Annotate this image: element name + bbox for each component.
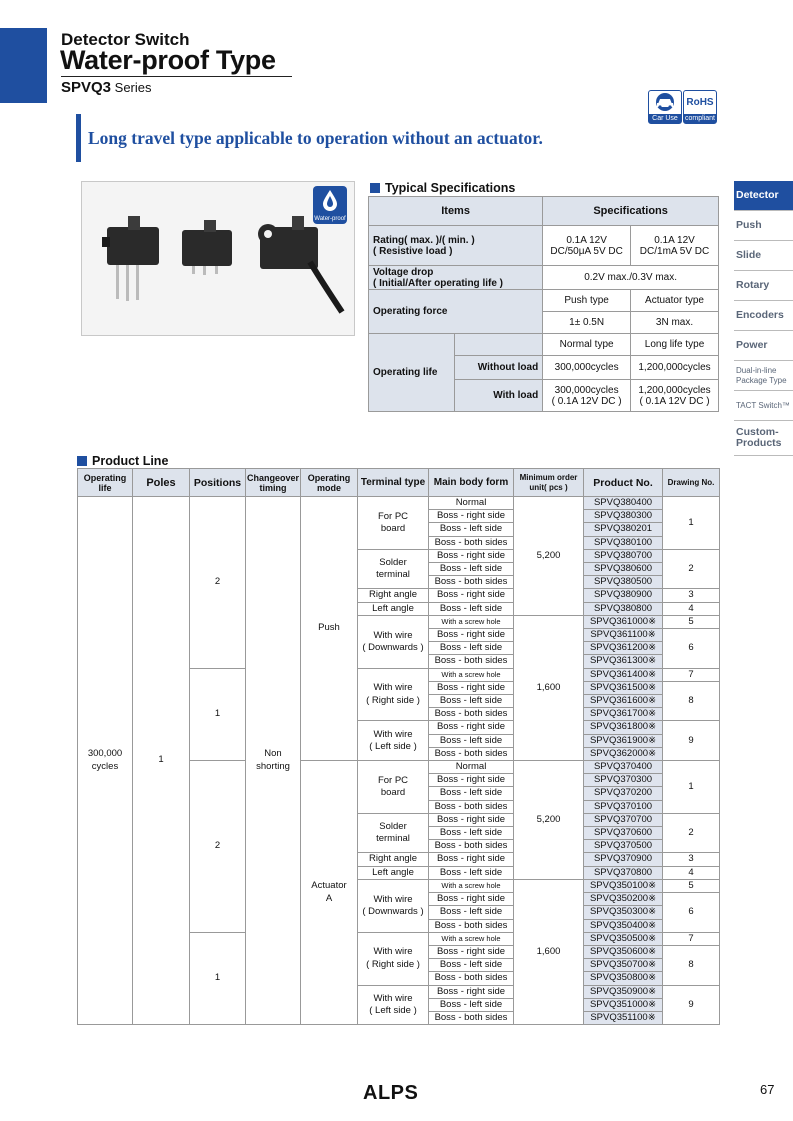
drawing-cell: 8	[663, 681, 720, 721]
product-no-cell: SPVQ370600	[584, 827, 663, 840]
drawing-cell: 9	[663, 721, 720, 761]
sidebar-item-detector[interactable]: Detector	[734, 181, 793, 211]
drawing-cell: 6	[663, 629, 720, 669]
moq-cell: 5,200	[514, 761, 584, 880]
positions-cell-2: 1	[190, 668, 246, 760]
tagline: Long travel type applicable to operation without an actuator.	[88, 128, 543, 148]
spec-rating-a: 0.1A 12V DC/50μA 5V DC	[543, 226, 631, 266]
mode-push-cell: Push	[301, 497, 358, 761]
sidebar-item-tact[interactable]: TACT Switch™	[734, 391, 793, 421]
body-form-cell: With a screw hole	[429, 879, 514, 892]
product-no-cell: SPVQ380500	[584, 576, 663, 589]
terminal-wire-right-cell: With wire ( Right side )	[358, 668, 429, 721]
poles-cell: 1	[133, 497, 190, 1025]
body-form-cell: Normal	[429, 497, 514, 510]
table-row	[78, 497, 720, 510]
alps-logo: ALPS	[363, 1082, 419, 1104]
drawing-cell: 1	[663, 761, 720, 814]
spec-life-label: Operating life	[369, 334, 455, 412]
category-sidebar	[734, 181, 793, 456]
body-form-cell: Boss - left side	[429, 734, 514, 747]
product-no-cell: SPVQ380201	[584, 523, 663, 536]
spec-section-title: Typical Specifications	[370, 181, 515, 195]
terminal-wire-down-cell: With wire ( Downwards )	[358, 615, 429, 668]
drawing-cell: 2	[663, 813, 720, 853]
body-form-cell: Boss - left side	[429, 695, 514, 708]
product-no-cell: SPVQ380600	[584, 563, 663, 576]
body-form-cell: Boss - both sides	[429, 840, 514, 853]
spec-header-specs: Specifications	[543, 197, 719, 226]
col-body-form: Main body form	[429, 469, 514, 497]
sidebar-item-encoders[interactable]: Encoders	[734, 301, 793, 331]
drawing-cell: 7	[663, 932, 720, 945]
spec-without-long: 1,200,000cycles	[631, 356, 719, 380]
spec-table	[368, 196, 719, 412]
spec-with-normal: 300,000cycles ( 0.1A 12V DC )	[543, 380, 631, 412]
col-op-life: Operating life	[78, 469, 133, 497]
moq-cell: 1,600	[514, 879, 584, 1024]
body-form-cell: Boss - both sides	[429, 747, 514, 760]
product-no-cell: SPVQ350600※	[584, 945, 663, 958]
product-no-cell: SPVQ350100※	[584, 879, 663, 892]
header-accent-bar	[0, 28, 47, 103]
col-moq: Minimum order unit( pcs )	[514, 469, 584, 497]
product-no-cell: SPVQ361800※	[584, 721, 663, 734]
product-no-cell: SPVQ361600※	[584, 695, 663, 708]
col-product-no: Product No.	[584, 469, 663, 497]
spec-without-normal: 300,000cycles	[543, 356, 631, 380]
terminal-solder-cell: Solder terminal	[358, 549, 429, 589]
body-form-cell: Boss - right side	[429, 853, 514, 866]
terminal-wire-down-cell: With wire ( Downwards )	[358, 879, 429, 932]
drawing-cell: 6	[663, 893, 720, 933]
sidebar-item-dip[interactable]: Dual-in-line Package Type	[734, 361, 793, 391]
compliance-badges	[648, 90, 716, 122]
body-form-cell: Boss - both sides	[429, 655, 514, 668]
product-no-cell: SPVQ350200※	[584, 893, 663, 906]
body-form-cell: Boss - both sides	[429, 972, 514, 985]
product-no-cell: SPVQ361300※	[584, 655, 663, 668]
product-section-title: Product Line	[77, 454, 168, 468]
changeover-cell: Non shorting	[246, 497, 301, 1025]
product-table	[77, 468, 720, 1025]
body-form-cell: Boss - left side	[429, 866, 514, 879]
drawing-cell: 4	[663, 866, 720, 879]
product-no-cell: SPVQ361200※	[584, 642, 663, 655]
product-no-cell: SPVQ370800	[584, 866, 663, 879]
body-form-cell: Boss - both sides	[429, 536, 514, 549]
water-proof-badge: Water-proof	[313, 186, 347, 224]
terminal-right-angle-cell: Right angle	[358, 589, 429, 602]
moq-cell: 5,200	[514, 497, 584, 616]
mode-actuator-cell: Actuator A	[301, 761, 358, 1025]
terminal-pc-cell: For PC board	[358, 497, 429, 550]
body-form-cell: Boss - right side	[429, 681, 514, 694]
col-changeover: Changeover timing	[246, 469, 301, 497]
body-form-cell: Normal	[429, 761, 514, 774]
spec-life-normal: Normal type	[543, 334, 631, 356]
op-life-cell: 300,000 cycles	[78, 497, 133, 1025]
body-form-cell: Boss - left side	[429, 642, 514, 655]
body-form-cell: Boss - left side	[429, 998, 514, 1011]
spec-force-push-value: 1± 0.5N	[543, 312, 631, 334]
product-no-cell: SPVQ351100※	[584, 1011, 663, 1024]
body-form-cell: Boss - both sides	[429, 919, 514, 932]
spec-with-long: 1,200,000cycles ( 0.1A 12V DC )	[631, 380, 719, 412]
product-no-cell: SPVQ380100	[584, 536, 663, 549]
spec-force-push: Push type	[543, 290, 631, 312]
body-form-cell: Boss - both sides	[429, 576, 514, 589]
body-form-cell: Boss - right side	[429, 629, 514, 642]
body-form-cell: Boss - left side	[429, 906, 514, 919]
product-no-cell: SPVQ350900※	[584, 985, 663, 998]
terminal-pc-cell: For PC board	[358, 761, 429, 814]
body-form-cell: Boss - right side	[429, 510, 514, 523]
col-positions: Positions	[190, 469, 246, 497]
sidebar-item-custom[interactable]: Custom-Products	[734, 421, 793, 456]
positions-cell-1: 2	[190, 497, 246, 669]
body-form-cell: Boss - left side	[429, 787, 514, 800]
product-no-cell: SPVQ361900※	[584, 734, 663, 747]
body-form-cell: With a screw hole	[429, 932, 514, 945]
drawing-cell: 9	[663, 985, 720, 1025]
page-number: 67	[760, 1082, 775, 1097]
terminal-left-angle-cell: Left angle	[358, 866, 429, 879]
sidebar-item-rotary[interactable]: Rotary	[734, 271, 793, 301]
body-form-cell: Boss - right side	[429, 945, 514, 958]
title-underline	[61, 76, 292, 77]
spec-rating-label: Rating( max. )/( min. ) ( Resistive load )	[369, 226, 543, 266]
product-no-cell: SPVQ380700	[584, 549, 663, 562]
terminal-left-angle-cell: Left angle	[358, 602, 429, 615]
body-form-cell: Boss - right side	[429, 721, 514, 734]
spec-voltage-label: Voltage drop ( Initial/After operating life )	[369, 266, 543, 290]
terminal-wire-left-cell: With wire ( Left side )	[358, 985, 429, 1025]
product-no-cell: SPVQ370100	[584, 800, 663, 813]
car-use-badge: Car Use	[648, 90, 682, 124]
product-no-cell: SPVQ361500※	[584, 681, 663, 694]
body-form-cell: With a screw hole	[429, 668, 514, 681]
header-subtitle: Detector Switch	[61, 30, 190, 49]
terminal-solder-cell: Solder terminal	[358, 813, 429, 853]
car-icon	[649, 91, 681, 113]
series-name: SPVQ3 Series	[61, 79, 152, 96]
body-form-cell: Boss - both sides	[429, 1011, 514, 1024]
body-form-cell: Boss - left side	[429, 523, 514, 536]
product-no-cell: SPVQ380900	[584, 589, 663, 602]
product-no-cell: SPVQ361400※	[584, 668, 663, 681]
page-title: Water-proof Type	[60, 45, 276, 75]
sidebar-item-slide[interactable]: Slide	[734, 241, 793, 271]
product-no-cell: SPVQ350700※	[584, 959, 663, 972]
col-terminal: Terminal type	[358, 469, 429, 497]
moq-cell: 1,600	[514, 615, 584, 760]
product-no-cell: SPVQ370200	[584, 787, 663, 800]
drawing-cell: 2	[663, 549, 720, 589]
product-no-cell: SPVQ350400※	[584, 919, 663, 932]
spec-header-items: Items	[369, 197, 543, 226]
col-poles: Poles	[133, 469, 190, 497]
tagline-bar	[76, 114, 81, 162]
product-no-cell: SPVQ350300※	[584, 906, 663, 919]
drawing-cell: 4	[663, 602, 720, 615]
drawing-cell: 5	[663, 879, 720, 892]
product-no-cell: SPVQ370500	[584, 840, 663, 853]
spec-life-long: Long life type	[631, 334, 719, 356]
spec-force-act-value: 3N max.	[631, 312, 719, 334]
body-form-cell: Boss - left side	[429, 602, 514, 615]
spec-rating-b: 0.1A 12V DC/1mA 5V DC	[631, 226, 719, 266]
spec-force-label: Operating force	[369, 290, 543, 334]
positions-cell-4: 1	[190, 932, 246, 1024]
section-square-icon	[77, 456, 87, 466]
section-square-icon	[370, 183, 380, 193]
product-no-cell: SPVQ361700※	[584, 708, 663, 721]
product-no-cell: SPVQ380300	[584, 510, 663, 523]
product-no-cell: SPVQ361100※	[584, 629, 663, 642]
terminal-wire-left-cell: With wire ( Left side )	[358, 721, 429, 761]
body-form-cell: With a screw hole	[429, 615, 514, 628]
body-form-cell: Boss - right side	[429, 774, 514, 787]
product-no-cell: SPVQ370400	[584, 761, 663, 774]
product-no-cell: SPVQ370900	[584, 853, 663, 866]
product-no-cell: SPVQ350800※	[584, 972, 663, 985]
body-form-cell: Boss - right side	[429, 893, 514, 906]
body-form-cell: Boss - left side	[429, 827, 514, 840]
body-form-cell: Boss - right side	[429, 985, 514, 998]
water-drop-icon	[313, 186, 347, 214]
spec-voltage-value: 0.2V max./0.3V max.	[543, 266, 719, 290]
col-drawing-no: Drawing No.	[663, 469, 720, 497]
drawing-cell: 7	[663, 668, 720, 681]
rohs-badge: RoHS compliant	[683, 90, 717, 124]
terminal-wire-right-cell: With wire ( Right side )	[358, 932, 429, 985]
body-form-cell: Boss - right side	[429, 549, 514, 562]
body-form-cell: Boss - both sides	[429, 800, 514, 813]
sidebar-item-push[interactable]: Push	[734, 211, 793, 241]
drawing-cell: 8	[663, 945, 720, 985]
spec-with-load: With load	[454, 380, 543, 412]
body-form-cell: Boss - left side	[429, 563, 514, 576]
product-no-cell: SPVQ362000※	[584, 747, 663, 760]
drawing-cell: 5	[663, 615, 720, 628]
body-form-cell: Boss - right side	[429, 589, 514, 602]
spec-force-act: Actuator type	[631, 290, 719, 312]
product-no-cell: SPVQ351000※	[584, 998, 663, 1011]
product-no-cell: SPVQ370700	[584, 813, 663, 826]
body-form-cell: Boss - left side	[429, 959, 514, 972]
positions-cell-3: 2	[190, 761, 246, 933]
product-no-cell: SPVQ380400	[584, 497, 663, 510]
product-no-cell: SPVQ361000※	[584, 615, 663, 628]
terminal-right-angle-cell: Right angle	[358, 853, 429, 866]
drawing-cell: 3	[663, 589, 720, 602]
product-no-cell: SPVQ370300	[584, 774, 663, 787]
product-no-cell: SPVQ380800	[584, 602, 663, 615]
col-op-mode: Operating mode	[301, 469, 358, 497]
body-form-cell: Boss - both sides	[429, 708, 514, 721]
product-no-cell: SPVQ350500※	[584, 932, 663, 945]
body-form-cell: Boss - right side	[429, 813, 514, 826]
drawing-cell: 1	[663, 497, 720, 550]
spec-without-load: Without load	[454, 356, 543, 380]
drawing-cell: 3	[663, 853, 720, 866]
sidebar-item-power[interactable]: Power	[734, 331, 793, 361]
